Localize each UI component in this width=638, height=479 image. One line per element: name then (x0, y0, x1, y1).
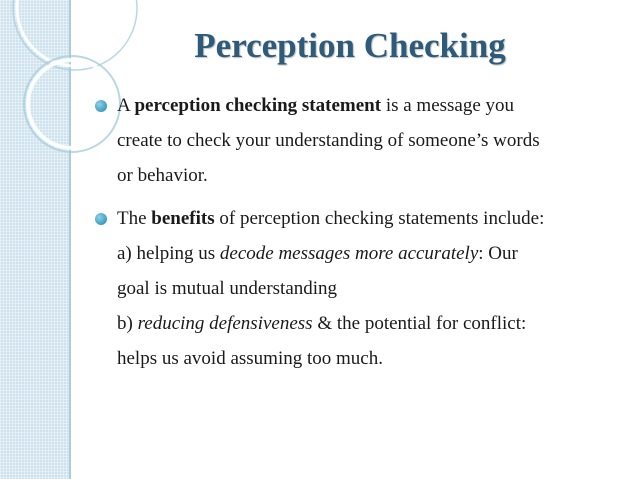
bullet-line: goal is mutual understanding (117, 278, 338, 299)
bullet-item (94, 201, 624, 376)
text-run: : Our (478, 243, 518, 264)
text-run: a) helping us (117, 243, 220, 264)
slide-content (94, 88, 624, 376)
text-run: A (117, 95, 135, 116)
text-run: of perception checking statements include: (214, 208, 545, 229)
bullet-line: helps us avoid assuming too much. (117, 348, 383, 369)
bold-term: benefits (151, 208, 215, 229)
text-run: b) (117, 313, 138, 334)
italic-term: reducing defensiveness (137, 313, 313, 334)
text-run: The (117, 208, 152, 229)
bold-term: perception checking statement (134, 95, 382, 116)
italic-term: decode messages more accurately (219, 243, 479, 264)
bullet-line (117, 306, 624, 341)
bullet-line (117, 88, 624, 123)
bullet-line (117, 236, 624, 271)
bullet-dot-icon (95, 213, 107, 225)
slide-title: Perception Checking (194, 26, 506, 65)
bullet-item (94, 88, 624, 193)
bullet-dot-icon (95, 100, 107, 112)
bullet-line: create to check your understanding of someone’s words (117, 130, 540, 151)
text-run: & the potential for conflict: (312, 313, 527, 334)
bullet-line: or behavior. (117, 165, 208, 186)
text-run: is a message you (381, 95, 515, 116)
bullet-line (117, 201, 624, 236)
